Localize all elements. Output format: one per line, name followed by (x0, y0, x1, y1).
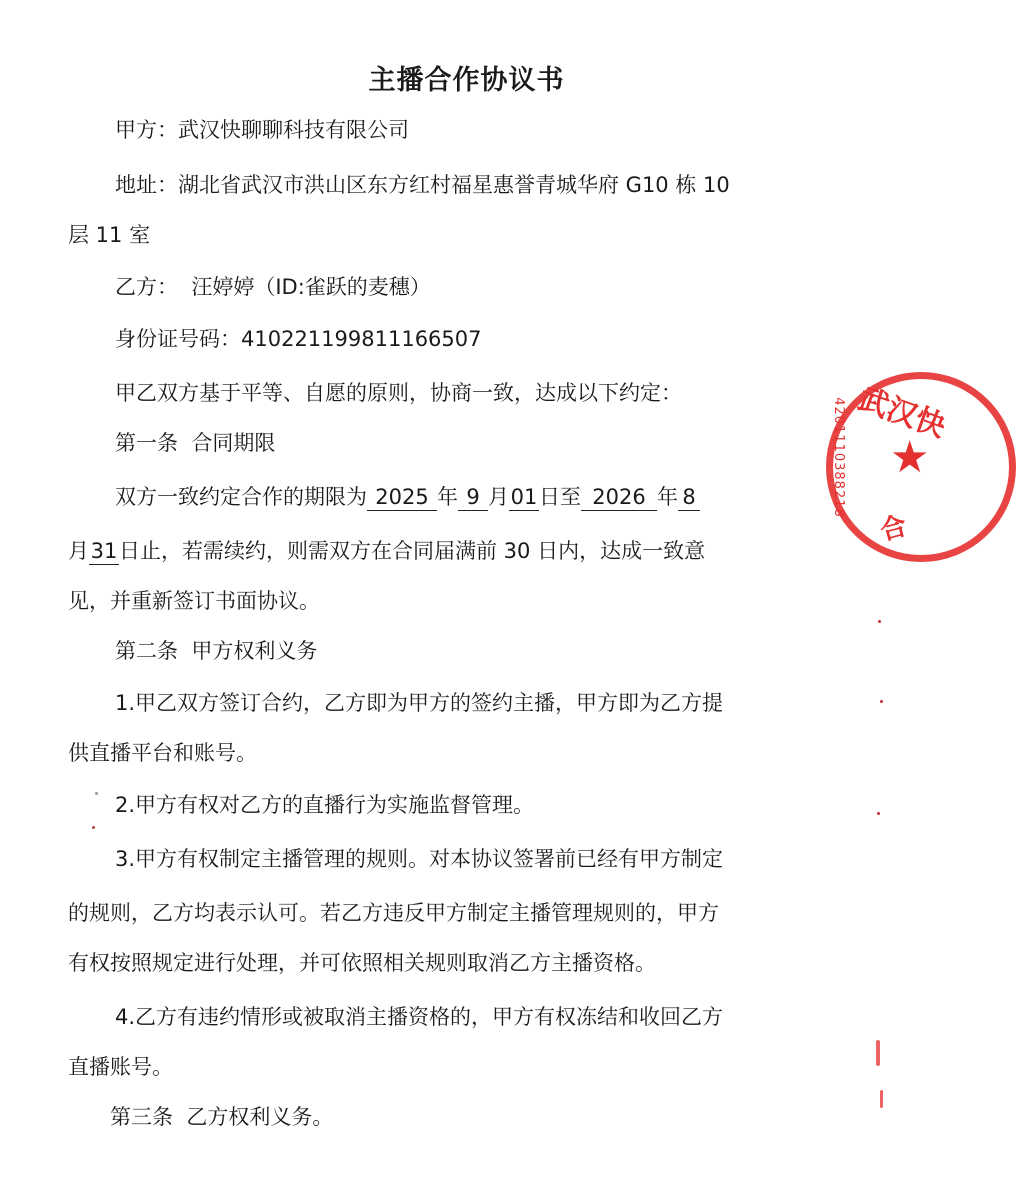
document-title: 主播合作协议书 (368, 65, 565, 96)
seal-speck (878, 620, 881, 623)
term-prefix: 双方一致约定合作的期限为 (115, 485, 367, 509)
article1-term-line-2 (68, 536, 705, 566)
article2-item1-line1: 1.甲乙双方签订合约，乙方即为甲方的签约主播，甲方即为乙方提 (115, 691, 724, 715)
preamble-line: 甲乙双方基于平等、自愿的原则，协商一致，达成以下约定： (115, 381, 682, 405)
article2-item4-line2: 直播账号。 (68, 1055, 173, 1079)
article2-heading: 第二条 甲方权利义务 (115, 639, 318, 663)
address-line-1: 地址：湖北省武汉市洪山区东方红村福星惠誉青城华府 G10 栋 10 (115, 173, 730, 197)
seal-speck (877, 812, 880, 815)
month-label-2: 月 (68, 539, 89, 563)
address-line-2: 层 11 室 (68, 223, 151, 247)
month-label: 月 (488, 485, 509, 509)
article2-item2: 2.甲方有权对乙方的直播行为实施监督管理。 (115, 793, 535, 817)
seal-number: 4201110388218 (830, 397, 846, 518)
seal-text-bottom: 合 (877, 511, 911, 547)
article1-heading: 第一条 合同期限 (115, 431, 276, 455)
seal-star-icon: ★ (890, 432, 930, 483)
edge-seal-mark (876, 1040, 880, 1066)
end-month: 8 (678, 484, 700, 511)
article3-heading: 第三条 乙方权利义务。 (110, 1105, 334, 1129)
seal-speck (880, 700, 883, 703)
article1-term-line-3: 见，并重新签订书面协议。 (68, 589, 320, 613)
start-year: 2025 (367, 484, 437, 511)
article2-item3-line2: 的规则，乙方均表示认可。若乙方违反甲方制定主播管理规则的，甲方 (68, 901, 719, 925)
end-day: 31 (90, 539, 118, 563)
to-label: 日至 (539, 485, 581, 509)
year-label-2: 年 (657, 485, 678, 509)
term-rest: 日止，若需续约，则需双方在合同届满前 30 日内，达成一致意 (119, 539, 706, 563)
start-day: 01 (510, 485, 538, 509)
scan-speck (92, 826, 95, 829)
id-number-line: 身份证号码：410221199811166507 (115, 327, 482, 351)
article2-item4-line1: 4.乙方有违约情形或被取消主播资格的，甲方有权冻结和收回乙方 (115, 1005, 724, 1029)
seal-text-top: 武汉快 (853, 381, 951, 446)
party-a-line: 甲方：武汉快聊聊科技有限公司 (115, 118, 409, 142)
end-year: 2026 (581, 484, 657, 511)
start-month: 9 (458, 484, 488, 511)
article2-item1-line2: 供直播平台和账号。 (68, 741, 257, 765)
article2-item3-line1: 3.甲方有权制定主播管理的规则。对本协议签署前已经有甲方制定 (115, 847, 724, 871)
year-label: 年 (437, 485, 458, 509)
article2-item3-line3: 有权按照规定进行处理，并可依照相关规则取消乙方主播资格。 (68, 951, 656, 975)
edge-seal-mark (880, 1090, 883, 1108)
party-b-line: 乙方： 汪婷婷（ID:雀跃的麦穗） (115, 275, 431, 299)
scan-speck (95, 792, 98, 795)
article1-term-line-1 (115, 482, 700, 512)
